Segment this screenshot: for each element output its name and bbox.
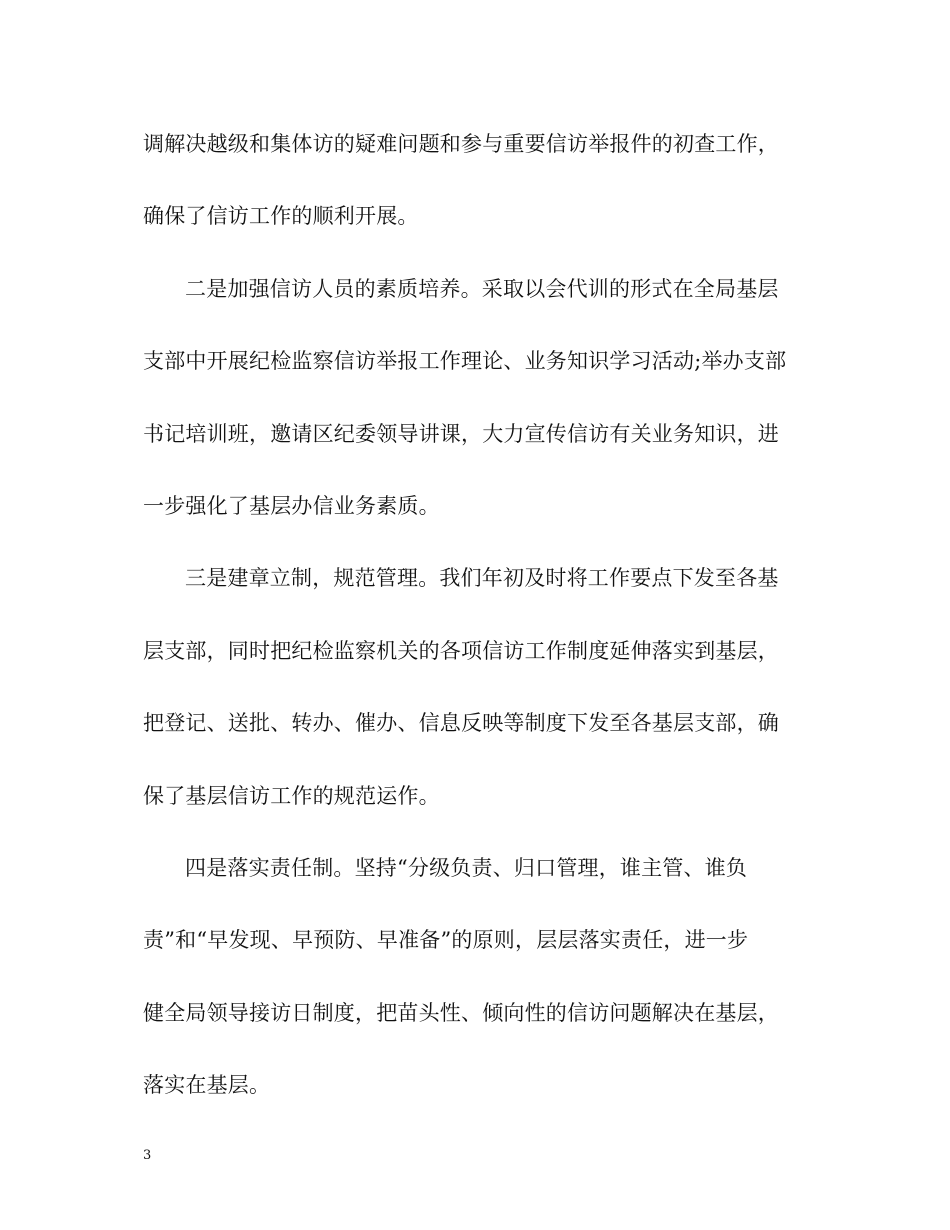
paragraph-2-line-3: 书记培训班，邀请区纪委领导讲课，大力宣传信访有关业务知识，进 bbox=[143, 421, 779, 446]
paragraph-2-line-1: 二是加强信访人员的素质培养。采取以会代训的形式在全局基层 bbox=[185, 276, 779, 301]
paragraph-3-line-1: 三是建章立制，规范管理。我们年初及时将工作要点下发至各基 bbox=[185, 566, 779, 591]
document-body bbox=[143, 122, 823, 1135]
paragraph-2-line-4: 一步强化了基层办信业务素质。 bbox=[143, 493, 440, 518]
paragraph-3-line-4: 保了基层信访工作的规范运作。 bbox=[143, 783, 440, 808]
paragraph-4-line-4: 落实在基层。 bbox=[143, 1073, 271, 1098]
paragraph-4-line-3: 健全局领导接访日制度，把苗头性、倾向性的信访问题解决在基层， bbox=[143, 1000, 779, 1025]
paragraph-4-line-1: 四是落实责任制。坚持“分级负责、归口管理，谁主管、谁负 bbox=[185, 855, 748, 880]
paragraph-4-line-2: 责”和“早发现、早预防、早准备”的原则，层层落实责任，进一步 bbox=[143, 928, 749, 953]
paragraph-3-line-2: 层支部，同时把纪检监察机关的各项信访工作制度延伸落实到基层， bbox=[143, 638, 779, 663]
body-line-2: 确保了信访工作的顺利开展。 bbox=[143, 204, 419, 229]
page-number: 3 bbox=[143, 1148, 152, 1163]
paragraph-3-line-3: 把登记、送批、转办、催办、信息反映等制度下发至各基层支部，确 bbox=[143, 711, 779, 736]
body-line-1: 调解决越级和集体访的疑难问题和参与重要信访举报件的初查工作， bbox=[143, 132, 779, 156]
paragraph-2-line-2: 支部中开展纪检监察信访举报工作理论、业务知识学习活动;举办支部 bbox=[143, 349, 787, 374]
